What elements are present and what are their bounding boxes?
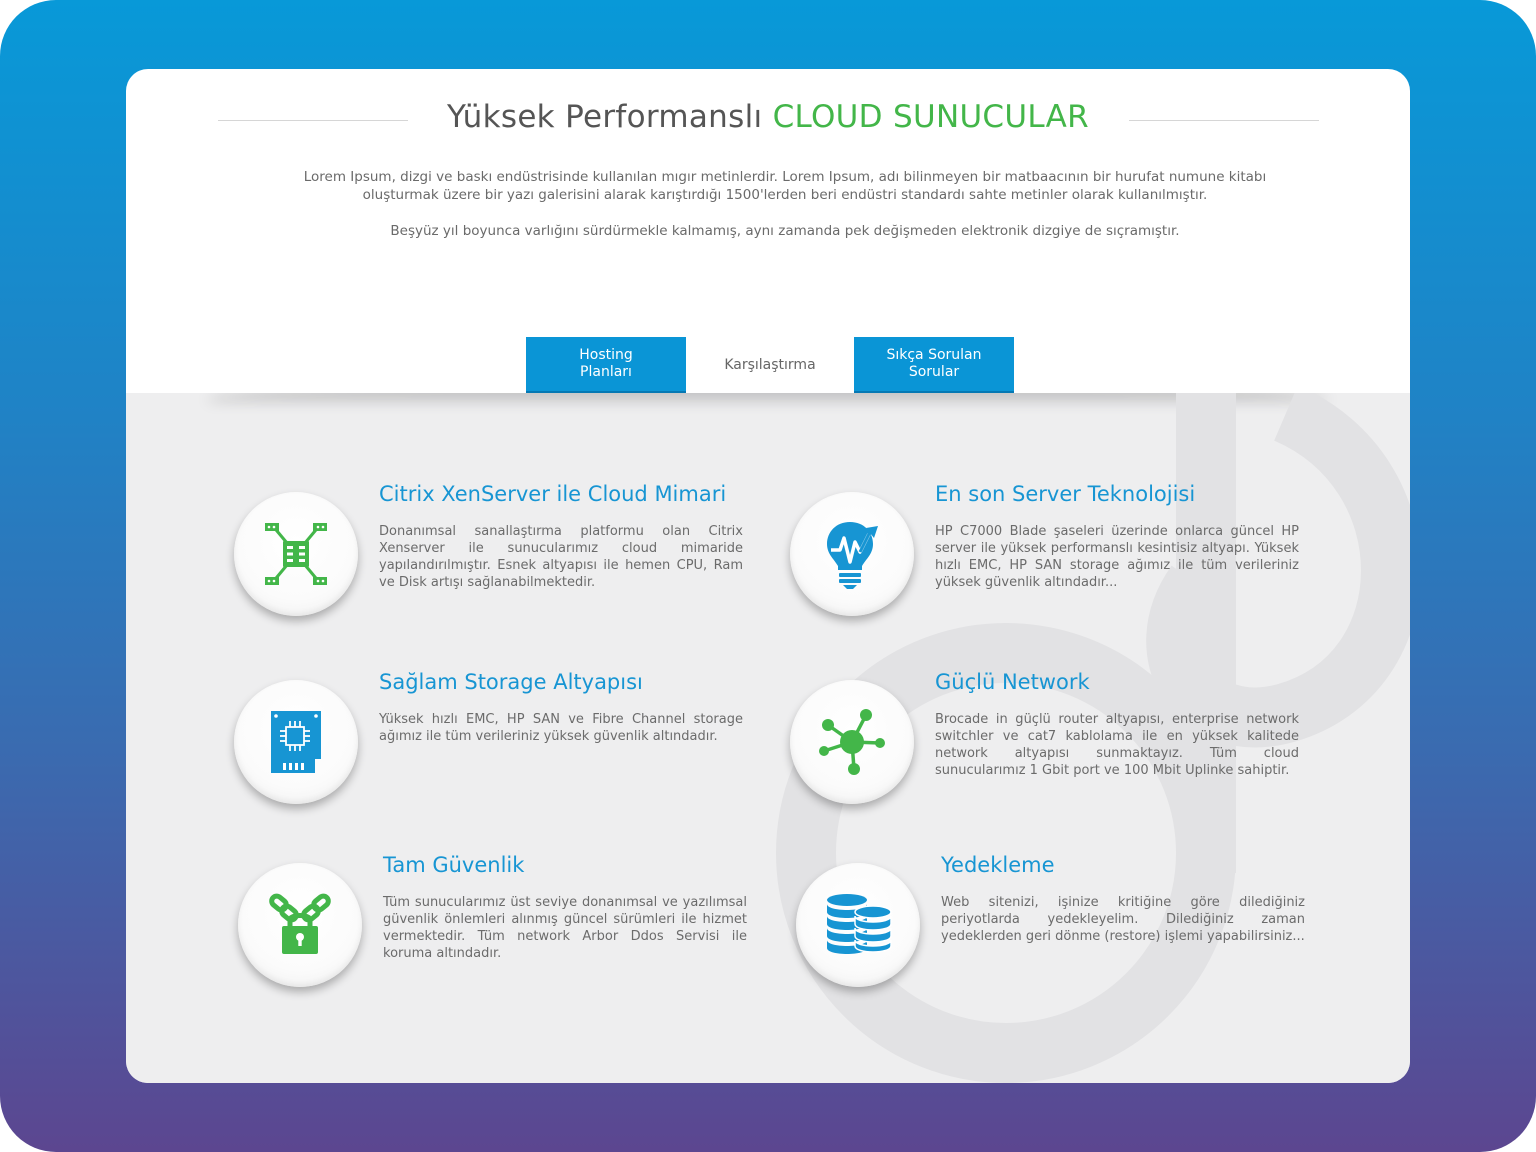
feature-text: HP C7000 Blade şaseleri üzerinde onlarca güncel HP server ile yüksek performanslı kesintisiz altyapı. Yüksek hızlı EMC, HP SAN storage ağımız ile tüm verileriniz yüksek güvenlik altındadır... [935, 524, 1299, 590]
feature-icon-circle [234, 680, 358, 804]
feature-text: Donanımsal sanallaştırma platformu olan Citrix Xenserver ile sunucularımız cloud mimaride yapılandırılmıştır. Esnek altyapısı ile hemen CPU, Ram ve Disk artışı sağlanabilmektedir. [379, 524, 743, 590]
tab-label: Sıkça Sorulan Sorular [886, 347, 982, 380]
page-title [126, 99, 1410, 135]
lightbulb-chart-icon [822, 518, 882, 590]
padlock-chain-icon [267, 892, 333, 958]
feature-text: Web sitenizi, işinize kritiğine göre dilediğiniz periyotlarda yedekleyelim. Dilediğiniz zaman yedeklerden geri dönme (restore) işlemi yapabilirsiniz... [941, 895, 1305, 944]
content-card [126, 69, 1410, 1083]
features-panel [126, 393, 1410, 1083]
tab-label: Karşılaştırma [724, 357, 816, 373]
tab-label: Hosting Planları [579, 347, 633, 380]
feature-title: Citrix XenServer ile Cloud Mimari [379, 482, 727, 506]
feature-title: En son Server Teknolojisi [935, 482, 1196, 506]
feature-icon-circle [238, 863, 362, 987]
network-hub-icon [816, 707, 888, 777]
intro-paragraph-2: Beşyüz yıl boyunca varlığını sürdürmekle kalmamış, aynı zamanda pek değişmeden elektronik dizgiye de sıçramıştır. [390, 223, 1180, 239]
feature-text: Tüm sunucularımız üst seviye donanımsal ve yazılımsal güvenlik önlemleri alınmış güncel sürümleri ile hizmet vermektedir. Tüm network Arbor Ddos Servisi ile koruma altındadır. [383, 895, 747, 961]
feature-title: Sağlam Storage Altyapısı [379, 670, 643, 694]
feature-icon-circle [796, 863, 920, 987]
feature-text: Brocade in güçlü router altyapısı, enterprise network switchler ve cat7 kablolama ile en yüksek kalitede network altyapısı sunmaktayız. Tüm cloud sunucularımız 1 Gbit port ve 100 Mbit Uplinke sahiptir. [935, 712, 1299, 778]
server-rack-icon [263, 521, 329, 587]
feature-title: Tam Güvenlik [383, 853, 525, 877]
title-accent: CLOUD SUNUCULAR [772, 99, 1089, 135]
feature-text: Yüksek hızlı EMC, HP SAN ve Fibre Channel storage ağımız ile tüm verileriniz yüksek güvenlik altındadır. [379, 712, 743, 744]
feature-icon-circle [790, 492, 914, 616]
feature-title: Güçlü Network [935, 670, 1090, 694]
feature-title: Yedekleme [941, 853, 1055, 877]
tab-comparison[interactable] [690, 337, 850, 394]
tab-faq[interactable] [854, 337, 1014, 393]
feature-icon-circle [790, 680, 914, 804]
intro-paragraph-1: Lorem Ipsum, dizgi ve baskı endüstrisinde kullanılan mıgır metinlerdir. Lorem Ipsum, adı bilinmeyen bir matbaacının bir hurufat numune kitabı oluşturmak üzere bir yazı galerisini alarak karıştırdığı 1500'lerden beri endüstri standardı sahte metinler olarak kullanılmıştır. [303, 169, 1267, 203]
tab-hosting-plans[interactable] [526, 337, 686, 393]
title-main: Yüksek Performanslı [446, 99, 763, 135]
circuit-board-icon [269, 709, 323, 775]
tab-bar [526, 337, 1018, 393]
feature-icon-circle [234, 492, 358, 616]
database-stack-icon [823, 892, 893, 958]
